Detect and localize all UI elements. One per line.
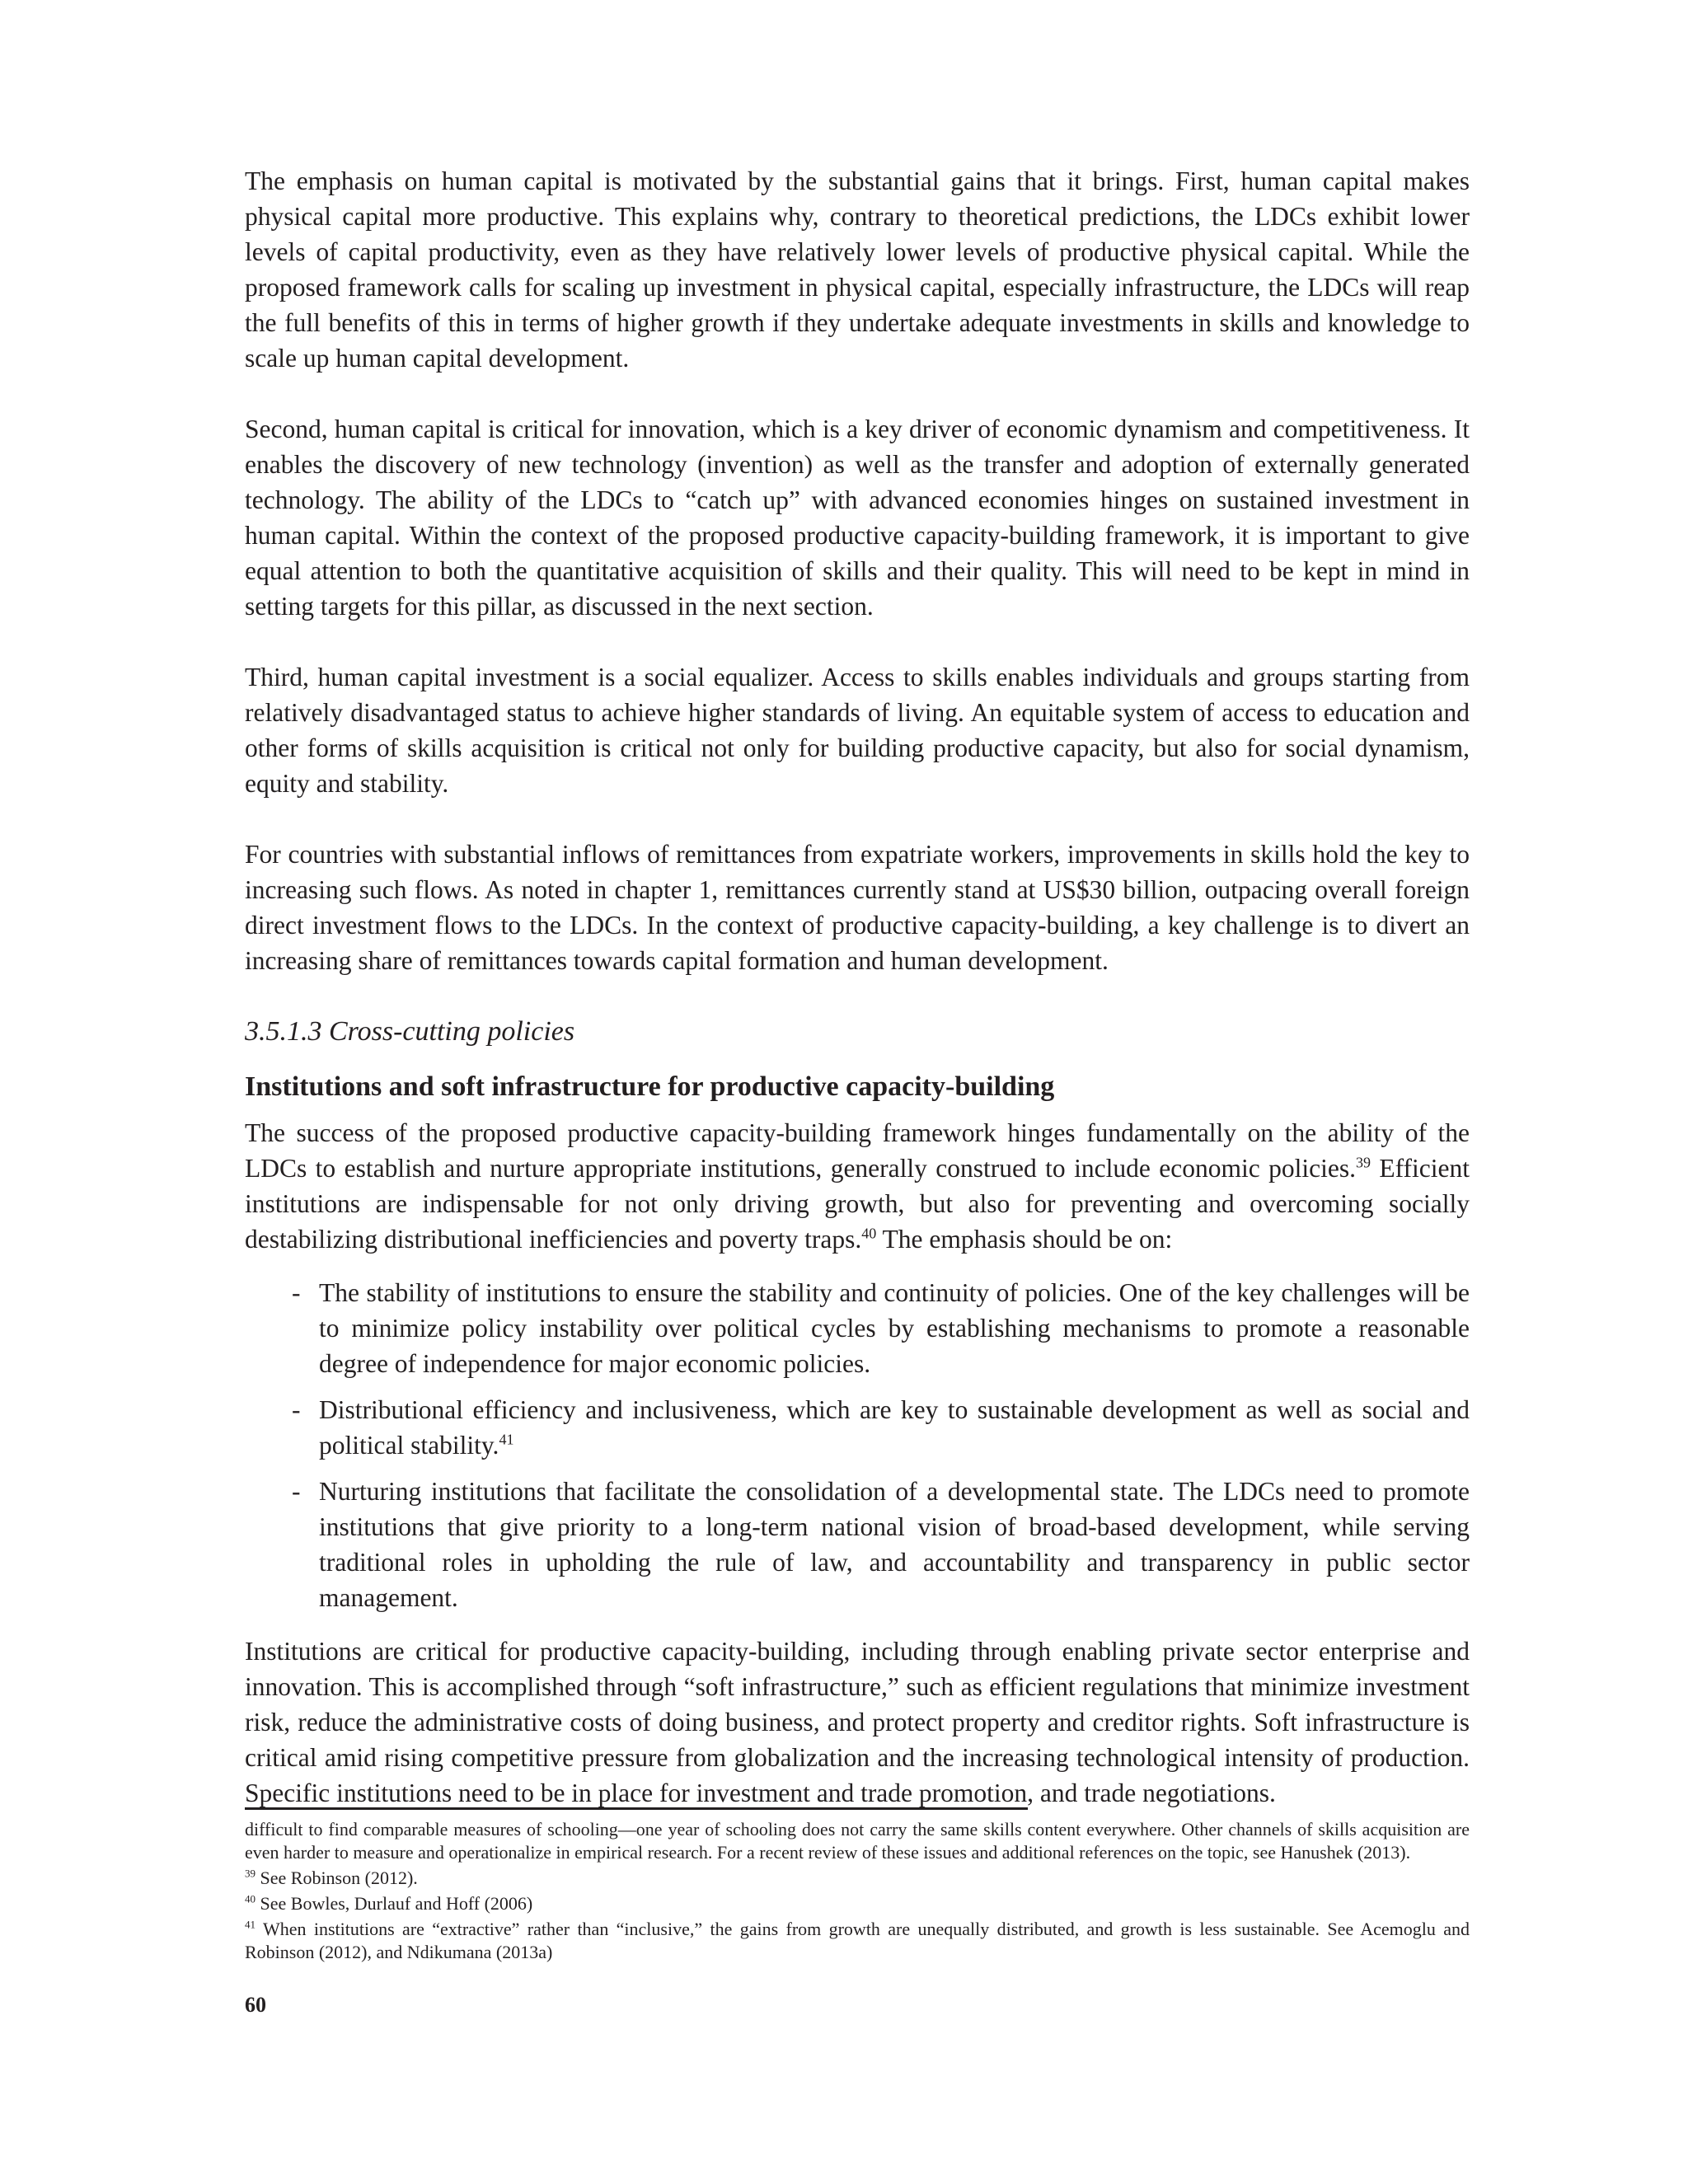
paragraph-remittances: For countries with substantial inflows of remittances from expatriate workers, improvements in skills hold the key to increasing such flows. As noted in chapter 1, remittances currently stand at US$30 billion, outpacing overall foreign direct investment flows to the LDCs. In the context of productive capacity-building, a key challenge is to divert an increasing share of remittances towards capital formation and human development.: [245, 840, 1470, 975]
page-number: 60: [245, 1993, 266, 2017]
institutions-text-1: The success of the proposed productive capacity-building framework hinges fundamentally on the ability of the LDCs to establish and nurture appropriate institutions, generally construed to include economic policies.: [245, 1118, 1470, 1183]
list-dash: -: [292, 1278, 301, 1307]
footnote-text: When institutions are “extractive” rather than “inclusive,” the gains from growth are unequally distributed, and growth is less sustainable. See Acemoglu and Robinson (2012), and Ndikumana (2013a): [245, 1919, 1470, 1962]
institutions-text-3: The emphasis should be on:: [876, 1225, 1173, 1254]
paragraph-soft-infrastructure: Institutions are critical for productive capacity-building, including through enabling private sector enterprise and innovation. This is accomplished through “soft infrastructure,” such as efficient regulations that minimize investment risk, reduce the administrative costs of doing business, and protect property and creditor rights. Soft infrastructure is critical amid rising competitive pressure from globalization and the increasing technological intensity of production. Specific institutions need to be in place for investment and trade promotion, and trade negotiations.: [245, 1637, 1470, 1807]
list-item-text: Distributional efficiency and inclusiveness, which are key to sustainable development as well as social and political stability.: [319, 1395, 1470, 1460]
footnote-39: [245, 1867, 1470, 1890]
subsection-title: 3.5.1.3 Cross-cutting policies: [245, 1016, 575, 1047]
footnote-ref-39[interactable]: 39: [1355, 1154, 1371, 1171]
footnote-continued: difficult to find comparable measures of schooling—one year of schooling does not carry the same skills content everywhere. Other channels of skills acquisition are even harder to measure and operationalize in empirical research. For a recent review of these issues and additional references on the topic, see Hanushek (2013).: [245, 1819, 1470, 1863]
list-item-text: Nurturing institutions that facilitate the consolidation of a developmental state. The LDCs need to promote institutions that give priority to a long-term national vision of broad-based development, while serving traditional roles in upholding the rule of law, and accountability and transparency in public sector management.: [319, 1477, 1470, 1612]
footnote-divider: [245, 1807, 1028, 1810]
institutions-text-2: Efficient institutions are indispensable for not only driving growth, but also for preventing and overcoming socially destabilizing distributional inefficiencies and poverty traps.: [245, 1154, 1470, 1254]
list-item-text: The stability of institutions to ensure the stability and continuity of policies. One of the key challenges will be to minimize policy instability over political cycles by establishing mechanisms to promote a reasonable degree of independence for major economic policies.: [319, 1278, 1470, 1378]
list-item: [245, 1392, 1470, 1463]
footnotes: [245, 1807, 1470, 1966]
footnote-40: [245, 1892, 1470, 1915]
footnote-text: See Bowles, Durlauf and Hoff (2006): [256, 1893, 533, 1914]
footnote-number: 41: [245, 1918, 256, 1931]
paragraph-institutions: [245, 1115, 1470, 1257]
main-content: [245, 163, 1470, 1811]
paragraph-innovation: Second, human capital is critical for innovation, which is a key driver of economic dynamism and competitiveness. It enables the discovery of new technology (invention) as well as the transfer and adoption of externally generated technology. The ability of the LDCs to “catch up” with advanced economies hinges on sustained investment in human capital. Within the context of the proposed productive capacity-building framework, it is important to give equal attention to both the quantitative acquisition of skills and their quality. This will need to be kept in mind in setting targets for this pillar, as discussed in the next section.: [245, 415, 1470, 621]
list-item: [245, 1275, 1470, 1381]
footnote-number: 40: [245, 1892, 256, 1905]
list-dash: -: [292, 1395, 301, 1424]
emphasis-list: [245, 1275, 1470, 1615]
list-dash: -: [292, 1477, 301, 1506]
paragraph-human-capital-gains: The emphasis on human capital is motivated by the substantial gains that it brings. First, human capital makes physical capital more productive. This explains why, contrary to theoretical predictions, the LDCs exhibit lower levels of capital productivity, even as they have relatively lower levels of productive physical capital. While the proposed framework calls for scaling up investment in physical capital, especially infrastructure, the LDCs will reap the full benefits of this in terms of higher growth if they undertake adequate investments in skills and knowledge to scale up human capital development.: [245, 166, 1470, 373]
footnote-41: [245, 1918, 1470, 1964]
list-item: [245, 1474, 1470, 1615]
footnote-text: See Robinson (2012).: [256, 1868, 418, 1888]
footnote-ref-41[interactable]: 41: [499, 1431, 514, 1448]
section-heading: Institutions and soft infrastructure for productive capacity-building: [245, 1071, 1055, 1102]
paragraph-social-equalizer: Third, human capital investment is a social equalizer. Access to skills enables individuals and groups starting from relatively disadvantaged status to achieve higher standards of living. An equitable system of access to education and other forms of skills acquisition is critical not only for building productive capacity, but also for social dynamism, equity and stability.: [245, 663, 1470, 798]
footnote-ref-40[interactable]: 40: [861, 1225, 877, 1242]
footnote-number: 39: [245, 1867, 256, 1880]
